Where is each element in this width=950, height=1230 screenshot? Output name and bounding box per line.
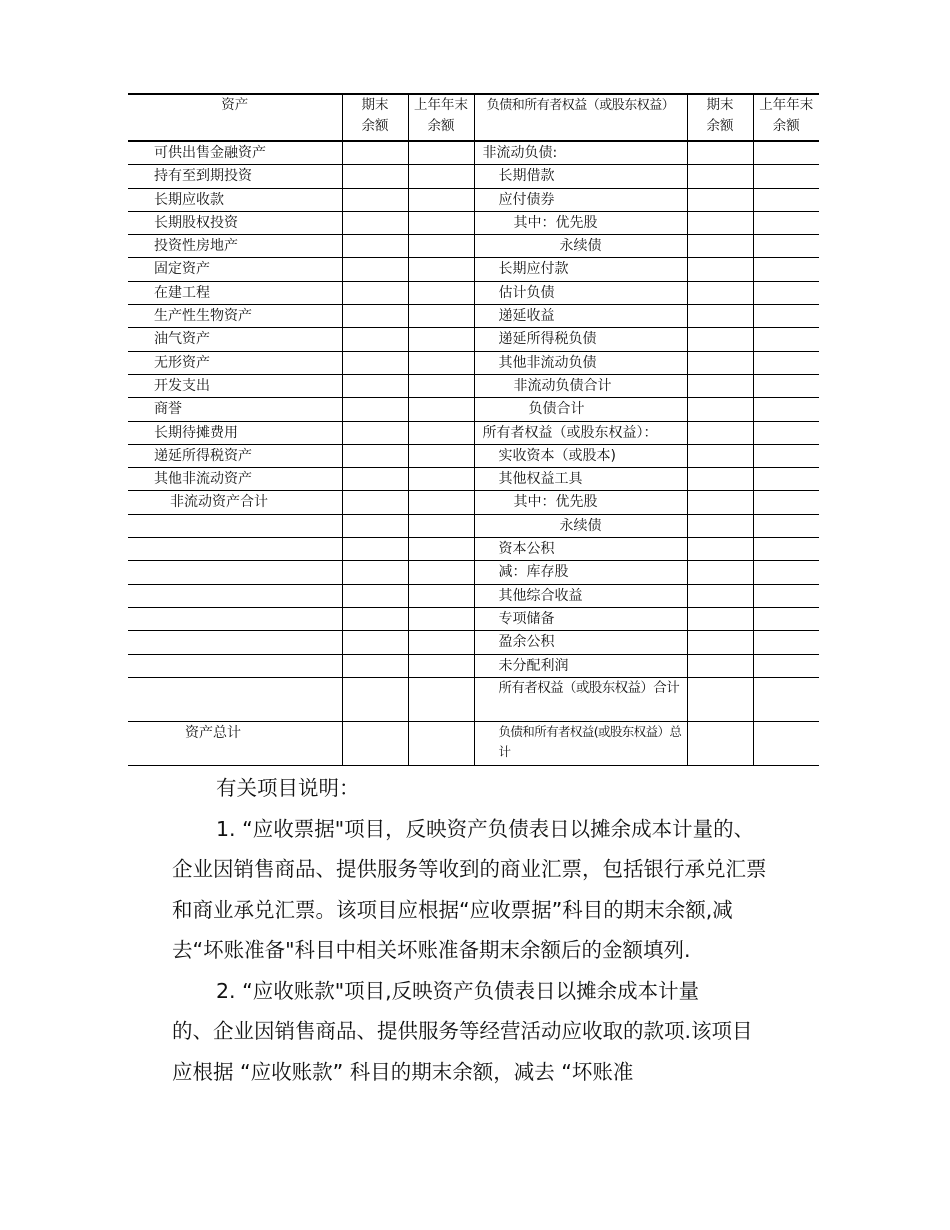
table-row <box>128 444 819 467</box>
asset-label-cell: 递延所得税资产 <box>128 444 342 467</box>
note-item-1-line-2: 企业因销售商品、提供服务等收到的商业汇票，包括银行承兑汇票 <box>172 857 767 881</box>
asset-end-balance-cell <box>342 141 408 165</box>
liability-end-balance-cell <box>687 374 753 397</box>
table-row <box>128 305 819 328</box>
asset-end-balance-cell <box>342 328 408 351</box>
liability-prior-balance-cell <box>753 677 819 721</box>
asset-end-balance-cell <box>342 468 408 491</box>
table-row <box>128 165 819 188</box>
asset-end-balance-cell <box>342 258 408 281</box>
asset-prior-balance-cell <box>408 398 474 421</box>
liability-end-balance-cell <box>687 188 753 211</box>
liability-label-cell: 未分配利润 <box>474 654 687 677</box>
note-item-2-line-2: 的、企业因销售商品、提供服务等经营活动应收取的款项.该项目 <box>172 1019 753 1043</box>
note-item-1-line-1: 1. “应收票据"项目，反映资产负债表日以摊余成本计量的、 <box>216 816 755 841</box>
asset-label-cell <box>128 654 342 677</box>
asset-label-cell: 长期应收款 <box>128 188 342 211</box>
asset-prior-balance-cell <box>408 468 474 491</box>
asset-prior-balance-cell <box>408 235 474 258</box>
liability-label-cell: 长期应付款 <box>474 258 687 281</box>
liability-end-balance-cell <box>687 258 753 281</box>
note-item-1-line-4: 去“坏账准备"科目中相关坏账准备期末余额后的金额填列. <box>172 938 691 962</box>
note-item-1-line-3: 和商业承兑汇票。该项目应根据“应收票据”科目的期末余额,减 <box>172 897 733 922</box>
asset-prior-balance-cell <box>408 631 474 654</box>
liability-label-cell: 永续债 <box>474 514 687 537</box>
asset-prior-balance-cell <box>408 258 474 281</box>
liability-label-cell: 资本公积 <box>474 538 687 561</box>
table-row <box>128 235 819 258</box>
asset-prior-balance-cell <box>408 721 474 765</box>
liability-label-cell: 所有者权益（或股东权益）合计 <box>474 677 687 721</box>
asset-prior-balance-cell <box>408 281 474 304</box>
liability-label-cell: 其中：优先股 <box>474 211 687 234</box>
liability-prior-balance-cell <box>753 491 819 514</box>
liability-label-cell: 永续债 <box>474 235 687 258</box>
asset-prior-balance-cell <box>408 421 474 444</box>
liability-prior-balance-cell <box>753 211 819 234</box>
asset-end-balance-cell <box>342 561 408 584</box>
liability-prior-balance-cell <box>753 258 819 281</box>
liability-prior-balance-cell <box>753 328 819 351</box>
table-row <box>128 631 819 654</box>
asset-label-cell <box>128 561 342 584</box>
liability-label-cell: 长期借款 <box>474 165 687 188</box>
liability-end-balance-cell <box>687 677 753 721</box>
asset-prior-balance-cell <box>408 328 474 351</box>
asset-end-balance-cell <box>342 374 408 397</box>
table-row <box>128 654 819 677</box>
item-notes <box>172 768 812 1092</box>
asset-prior-balance-cell <box>408 538 474 561</box>
liability-end-balance-cell <box>687 398 753 421</box>
asset-prior-balance-cell <box>408 141 474 165</box>
table-row <box>128 258 819 281</box>
asset-prior-balance-cell <box>408 607 474 630</box>
liability-prior-balance-cell <box>753 721 819 765</box>
liability-prior-balance-cell <box>753 631 819 654</box>
asset-prior-balance-cell <box>408 351 474 374</box>
liability-end-balance-cell <box>687 421 753 444</box>
asset-end-balance-cell <box>342 654 408 677</box>
asset-end-balance-cell <box>342 607 408 630</box>
liability-prior-balance-cell <box>753 421 819 444</box>
liability-prior-balance-cell <box>753 468 819 491</box>
balance-sheet-table-container <box>128 93 819 766</box>
liability-end-balance-cell <box>687 468 753 491</box>
liability-prior-balance-cell <box>753 398 819 421</box>
asset-prior-balance-cell <box>408 165 474 188</box>
asset-end-balance-cell <box>342 235 408 258</box>
asset-label-cell: 油气资产 <box>128 328 342 351</box>
liability-prior-balance-cell <box>753 607 819 630</box>
liability-prior-balance-cell <box>753 444 819 467</box>
asset-end-balance-cell <box>342 281 408 304</box>
asset-prior-balance-cell <box>408 677 474 721</box>
asset-end-balance-cell <box>342 538 408 561</box>
asset-label-cell: 长期股权投资 <box>128 211 342 234</box>
asset-label-cell: 可供出售金融资产 <box>128 141 342 165</box>
liability-prior-balance-cell <box>753 235 819 258</box>
liability-prior-balance-cell <box>753 188 819 211</box>
liability-prior-balance-cell <box>753 584 819 607</box>
table-row <box>128 584 819 607</box>
liability-prior-balance-cell <box>753 165 819 188</box>
liability-label-cell: 减：库存股 <box>474 561 687 584</box>
liability-label-cell: 其他综合收益 <box>474 584 687 607</box>
asset-label-cell: 持有至到期投资 <box>128 165 342 188</box>
table-row <box>128 141 819 165</box>
table-row <box>128 721 819 765</box>
asset-label-cell: 生产性生物资产 <box>128 305 342 328</box>
liability-label-cell: 应付债券 <box>474 188 687 211</box>
liability-end-balance-cell <box>687 514 753 537</box>
liability-prior-balance-cell <box>753 281 819 304</box>
asset-prior-balance-cell <box>408 374 474 397</box>
asset-end-balance-cell <box>342 444 408 467</box>
liability-end-balance-cell <box>687 631 753 654</box>
asset-end-balance-cell <box>342 421 408 444</box>
asset-label-cell <box>128 607 342 630</box>
liability-end-balance-cell <box>687 607 753 630</box>
liability-label-cell: 负债和所有者权益(或股东权益）总计 <box>474 721 687 765</box>
asset-end-balance-cell <box>342 211 408 234</box>
asset-end-balance-cell <box>342 514 408 537</box>
asset-label-cell <box>128 584 342 607</box>
asset-prior-balance-cell <box>408 584 474 607</box>
liability-end-balance-cell <box>687 444 753 467</box>
liability-end-balance-cell <box>687 305 753 328</box>
asset-label-cell: 非流动资产合计 <box>128 491 342 514</box>
liability-label-cell: 递延收益 <box>474 305 687 328</box>
asset-prior-balance-cell <box>408 654 474 677</box>
asset-end-balance-cell <box>342 721 408 765</box>
liability-end-balance-cell <box>687 584 753 607</box>
liability-end-balance-cell <box>687 721 753 765</box>
table-row <box>128 491 819 514</box>
liability-end-balance-cell <box>687 211 753 234</box>
liability-label-cell: 其他非流动负债 <box>474 351 687 374</box>
liability-end-balance-cell <box>687 654 753 677</box>
liability-prior-balance-cell <box>753 305 819 328</box>
liability-label-cell: 盈余公积 <box>474 631 687 654</box>
asset-end-balance-cell <box>342 165 408 188</box>
asset-prior-balance-cell <box>408 211 474 234</box>
asset-end-balance-cell <box>342 351 408 374</box>
header-liabilities-equity: 负债和所有者权益（或股东权益） <box>474 94 687 141</box>
header-end-balance: 期末 余额 <box>342 94 408 141</box>
liability-label-cell: 实收资本（或股本) <box>474 444 687 467</box>
liability-end-balance-cell <box>687 561 753 584</box>
asset-label-cell: 开发支出 <box>128 374 342 397</box>
liability-label-cell: 负债合计 <box>474 398 687 421</box>
liability-prior-balance-cell <box>753 561 819 584</box>
asset-label-cell <box>128 514 342 537</box>
table-row <box>128 677 819 721</box>
asset-end-balance-cell <box>342 491 408 514</box>
asset-label-cell: 无形资产 <box>128 351 342 374</box>
liability-prior-balance-cell <box>753 654 819 677</box>
liability-end-balance-cell <box>687 351 753 374</box>
asset-prior-balance-cell <box>408 561 474 584</box>
liability-end-balance-cell <box>687 235 753 258</box>
liability-label-cell: 其中：优先股 <box>474 491 687 514</box>
table-row <box>128 188 819 211</box>
note-item-2-line-3: 应根据 “应收账款” 科目的期末余额，减去 “坏账准 <box>172 1059 634 1084</box>
table-row <box>128 328 819 351</box>
liability-end-balance-cell <box>687 538 753 561</box>
liability-prior-balance-cell <box>753 351 819 374</box>
liability-end-balance-cell <box>687 328 753 351</box>
table-row <box>128 374 819 397</box>
asset-end-balance-cell <box>342 398 408 421</box>
asset-end-balance-cell <box>342 677 408 721</box>
asset-label-cell: 商誉 <box>128 398 342 421</box>
asset-label-cell: 投资性房地产 <box>128 235 342 258</box>
liability-label-cell: 非流动负债: <box>474 141 687 165</box>
table-header-row <box>128 94 819 141</box>
asset-prior-balance-cell <box>408 188 474 211</box>
asset-end-balance-cell <box>342 188 408 211</box>
table-row <box>128 421 819 444</box>
table-row <box>128 351 819 374</box>
asset-label-cell: 固定资产 <box>128 258 342 281</box>
table-row <box>128 468 819 491</box>
liability-prior-balance-cell <box>753 514 819 537</box>
asset-label-cell: 在建工程 <box>128 281 342 304</box>
table-row <box>128 281 819 304</box>
table-row <box>128 398 819 421</box>
liability-label-cell: 估计负债 <box>474 281 687 304</box>
liability-label-cell: 专项储备 <box>474 607 687 630</box>
liability-prior-balance-cell <box>753 141 819 165</box>
asset-label-cell <box>128 538 342 561</box>
table-row <box>128 538 819 561</box>
liability-end-balance-cell <box>687 491 753 514</box>
balance-sheet-table <box>128 93 819 766</box>
header-prior-balance: 上年年末 余额 <box>408 94 474 141</box>
asset-end-balance-cell <box>342 584 408 607</box>
asset-label-cell <box>128 631 342 654</box>
liability-end-balance-cell <box>687 165 753 188</box>
liability-prior-balance-cell <box>753 538 819 561</box>
header-assets: 资产 <box>128 94 342 141</box>
asset-end-balance-cell <box>342 305 408 328</box>
liability-label-cell: 非流动负债合计 <box>474 374 687 397</box>
liability-label-cell: 其他权益工具 <box>474 468 687 491</box>
notes-heading: 有关项目说明： <box>216 776 360 800</box>
header-prior-balance-right: 上年年末 余额 <box>753 94 819 141</box>
header-end-balance-right: 期末 余额 <box>687 94 753 141</box>
liability-label-cell: 递延所得税负债 <box>474 328 687 351</box>
asset-prior-balance-cell <box>408 514 474 537</box>
asset-label-cell: 资产总计 <box>128 721 342 765</box>
asset-prior-balance-cell <box>408 491 474 514</box>
table-row <box>128 211 819 234</box>
note-item-2-line-1: 2. “应收账款"项目,反映资产负债表日以摊余成本计量 <box>216 978 700 1003</box>
liability-end-balance-cell <box>687 141 753 165</box>
table-row <box>128 607 819 630</box>
liability-prior-balance-cell <box>753 374 819 397</box>
asset-label-cell: 其他非流动资产 <box>128 468 342 491</box>
table-row <box>128 514 819 537</box>
asset-prior-balance-cell <box>408 305 474 328</box>
asset-label-cell <box>128 677 342 721</box>
table-row <box>128 561 819 584</box>
liability-label-cell: 所有者权益（或股东权益）： <box>474 421 687 444</box>
liability-end-balance-cell <box>687 281 753 304</box>
asset-label-cell: 长期待摊费用 <box>128 421 342 444</box>
asset-prior-balance-cell <box>408 444 474 467</box>
asset-end-balance-cell <box>342 631 408 654</box>
